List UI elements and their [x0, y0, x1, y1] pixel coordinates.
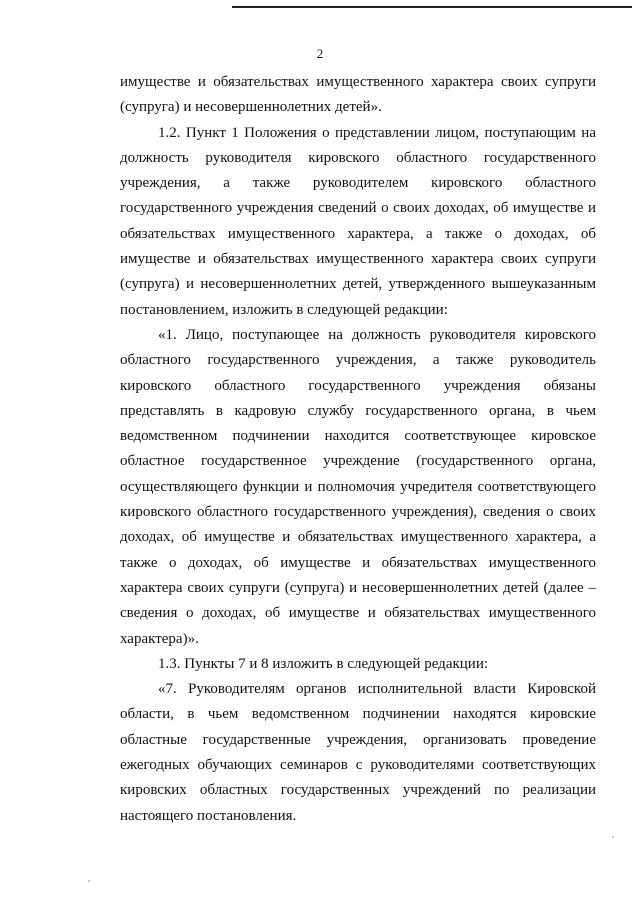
document-body	[120, 70, 596, 829]
paragraph-quote-7: «7. Руководителям органов исполнительной власти Кировской области, в чьем ведомственном подчинении находятся кировские областные государственные учреждения, организовать проведение ежегодных обучающих семинаров с руководителями соответствующих кировских областных государственных учреждений по реализации настоящего постановления.	[120, 681, 596, 824]
top-rule	[232, 6, 632, 8]
scan-speck	[612, 836, 614, 838]
scan-speck	[88, 880, 90, 882]
paragraph-quote-1: «1. Лицо, поступающее на должность руководителя кировского областного государственного учреждения, а также руководитель кировского областного государственного учреждения обязаны представлять в кадровую службу государственного органа, в чьем ведомственном подчинении находится соответствующее кировское областное государственное учреждение (государственного органа, осуществляющего функции и полномочия учредителя соответствующего кировского областного государственного учреждения), сведения о своих доходах, об имуществе и обязательствах имущественного характера, а также о доходах, об имуществе и обязательствах имущественного характера своих супруги (супруга) и несовершеннолетних детей (далее – сведения о доходах, об имуществе и обязательствах имущественного характера)».	[120, 326, 596, 647]
paragraph-1-3: 1.3. Пункты 7 и 8 изложить в следующей редакции:	[158, 655, 489, 672]
paragraph-continuation: имуществе и обязательствах имущественного характера своих супруги (супруга) и несовершеннолетних детей».	[120, 74, 596, 116]
page-number: 2	[316, 46, 324, 61]
paragraph-1-2: 1.2. Пункт 1 Положения о представлении лицом, поступающим на должность руководителя кировского областного государственного учреждения, а также руководителем кировского областного государственного учреждения сведений о своих доходах, об имуществе и обязательствах имущественного характера, а также о доходах, об имуществе и обязательствах имущественного характера своих супруги (супруга) и несовершеннолетних детей, утвержденного вышеуказанным постановлением, изложить в следующей редакции:	[120, 124, 596, 318]
